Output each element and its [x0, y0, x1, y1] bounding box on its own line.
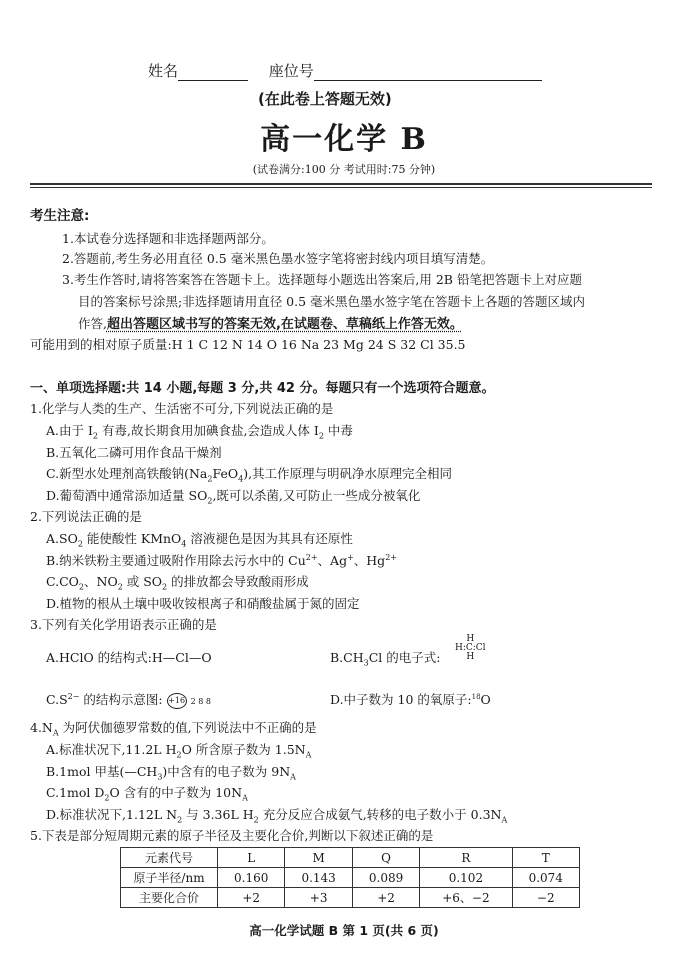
divider [30, 183, 652, 185]
invalid-answer-warning: 超出答题区域书写的答案无效,在试题卷、草稿纸上作答无效。 [106, 317, 463, 332]
exam-info: (试卷满分:100 分 考试用时:75 分钟) [252, 163, 436, 176]
table-row: 原子半径/nm 0.160 0.143 0.089 0.102 0.074 [121, 868, 580, 888]
atomic-masses: 可能用到的相对原子质量:H 1 C 12 N 14 O 16 Na 23 Mg 24 S 32 Cl 35.5 [30, 337, 466, 352]
header-fields [148, 60, 542, 81]
q3-option-c: $C.S^{2-}$ 的结构示意图: +16 2 8 8 [46, 691, 211, 707]
q1-stem: 1.化学与人类的生产、生活密不可分,下列说法正确的是 [30, 401, 334, 416]
q4-option-b: B.1mol 甲基$(—CH_3)$中含有的电子数为 $9N_A$ [46, 764, 296, 782]
instruction-2: 2.答题前,考生务必用直径 0.5 毫米黑色墨水签字笔将密封线内项目填写清楚。 [62, 251, 494, 266]
q2-option-d: D.植物的根从土壤中吸收铵根离子和硝酸盐属于氮的固定 [46, 596, 360, 611]
q2-stem: 2.下列说法正确的是 [30, 509, 142, 524]
section-heading: 一、单项选择题:共 14 小题,每题 3 分,共 42 分。每题只有一个选项符合题意。 [30, 381, 495, 396]
table-row: 主要化合价 +2 +3 +2 +6、−2 −2 [121, 888, 580, 908]
q4-option-d: D.标准状况下,1.12L $N_2$ 与 3.36L $H_2$ 充分反应合成氨气,转移的电子数小于 $0.3N_A$ [46, 807, 508, 825]
instructions-heading: 考生注意: [30, 208, 90, 224]
instruction-3c: 作答,超出答题区域书写的答案无效,在试题卷、草稿纸上作答无效。 [78, 316, 463, 332]
lewis-structure: H H:C:Cl H [455, 634, 486, 662]
q4-option-c: C.1mol $D_2O$ 含有的中子数为 $10N_A$ [46, 785, 248, 803]
q4-option-a: A.标准状况下,11.2L $H_2O$ 所含原子数为 $1.5N_A$ [46, 742, 312, 760]
q1-option-b: B.五氧化二磷可用作食品干燥剂 [46, 445, 222, 460]
seat-blank [314, 64, 542, 81]
name-blank [178, 64, 248, 81]
divider [30, 187, 652, 188]
nucleus-circle: +16 [167, 693, 187, 709]
element-table [120, 847, 580, 908]
q3-option-d: D.中子数为 10 的氧原子:$^{18}$O [330, 692, 491, 707]
seat-label: 座位号 [268, 62, 314, 80]
instruction-3b: 目的答案标号涂黑;非选择题请用直径 0.5 毫米黑色墨水签字笔在答题卡上各题的答题区域内 [78, 294, 586, 309]
q1-option-d: D.葡萄酒中通常添加适量 $SO_2$,既可以杀菌,又可防止一些成分被氧化 [46, 488, 421, 506]
q2-option-c: $C.CO_2$、$NO_2$ 或 $SO_2$ 的排放都会导致酸雨形成 [46, 574, 309, 592]
page-title: 高一化学 B [260, 122, 428, 157]
name-label: 姓名 [148, 62, 179, 80]
table-row: 元素代号 L M Q R T [121, 848, 580, 868]
page-footer: 高一化学试题 B 第 1 页(共 6 页) [249, 923, 439, 938]
q3-option-b: $B.CH_3Cl$ 的电子式: [330, 650, 441, 668]
q1-option-a: A.由于 $I_2$ 有毒,故长期食用加碘食盐,会造成人体 $I_2$ 中毒 [46, 423, 353, 441]
q4-stem: $4.N_A$ 为阿伏伽德罗常数的值,下列说法中不正确的是 [30, 720, 317, 738]
q2-option-b: B.纳米铁粉主要通过吸附作用除去污水中的 $Cu^{2+}$、Ag+、$Hg^{2+}$ [46, 552, 397, 568]
q5-stem: 5.下表是部分短周期元素的原子半径及主要化合价,判断以下叙述正确的是 [30, 828, 434, 843]
instruction-3a: 3.考生作答时,请将答案答在答题卡上。选择题每小题选出答案后,用 2B 铅笔把答题卡上对应题 [62, 272, 582, 287]
q1-option-c: C.新型水处理剂高铁酸钠$(Na_2FeO_4)$,其工作原理与明矾净水原理完全相同 [46, 466, 453, 484]
q3-stem: 3.下列有关化学用语表示正确的是 [30, 617, 217, 632]
q3-option-a: A.HClO 的结构式:H—Cl—O [46, 650, 212, 665]
invalid-notice: (在此卷上答题无效) [258, 90, 392, 108]
q2-option-a: $A.SO_2$ 能使酸性 KMnO$_4$ 溶液褪色是因为其具有还原性 [46, 531, 353, 549]
instruction-1: 1.本试卷分选择题和非选择题两部分。 [62, 231, 274, 246]
electron-shells: 2 8 8 [190, 697, 211, 706]
